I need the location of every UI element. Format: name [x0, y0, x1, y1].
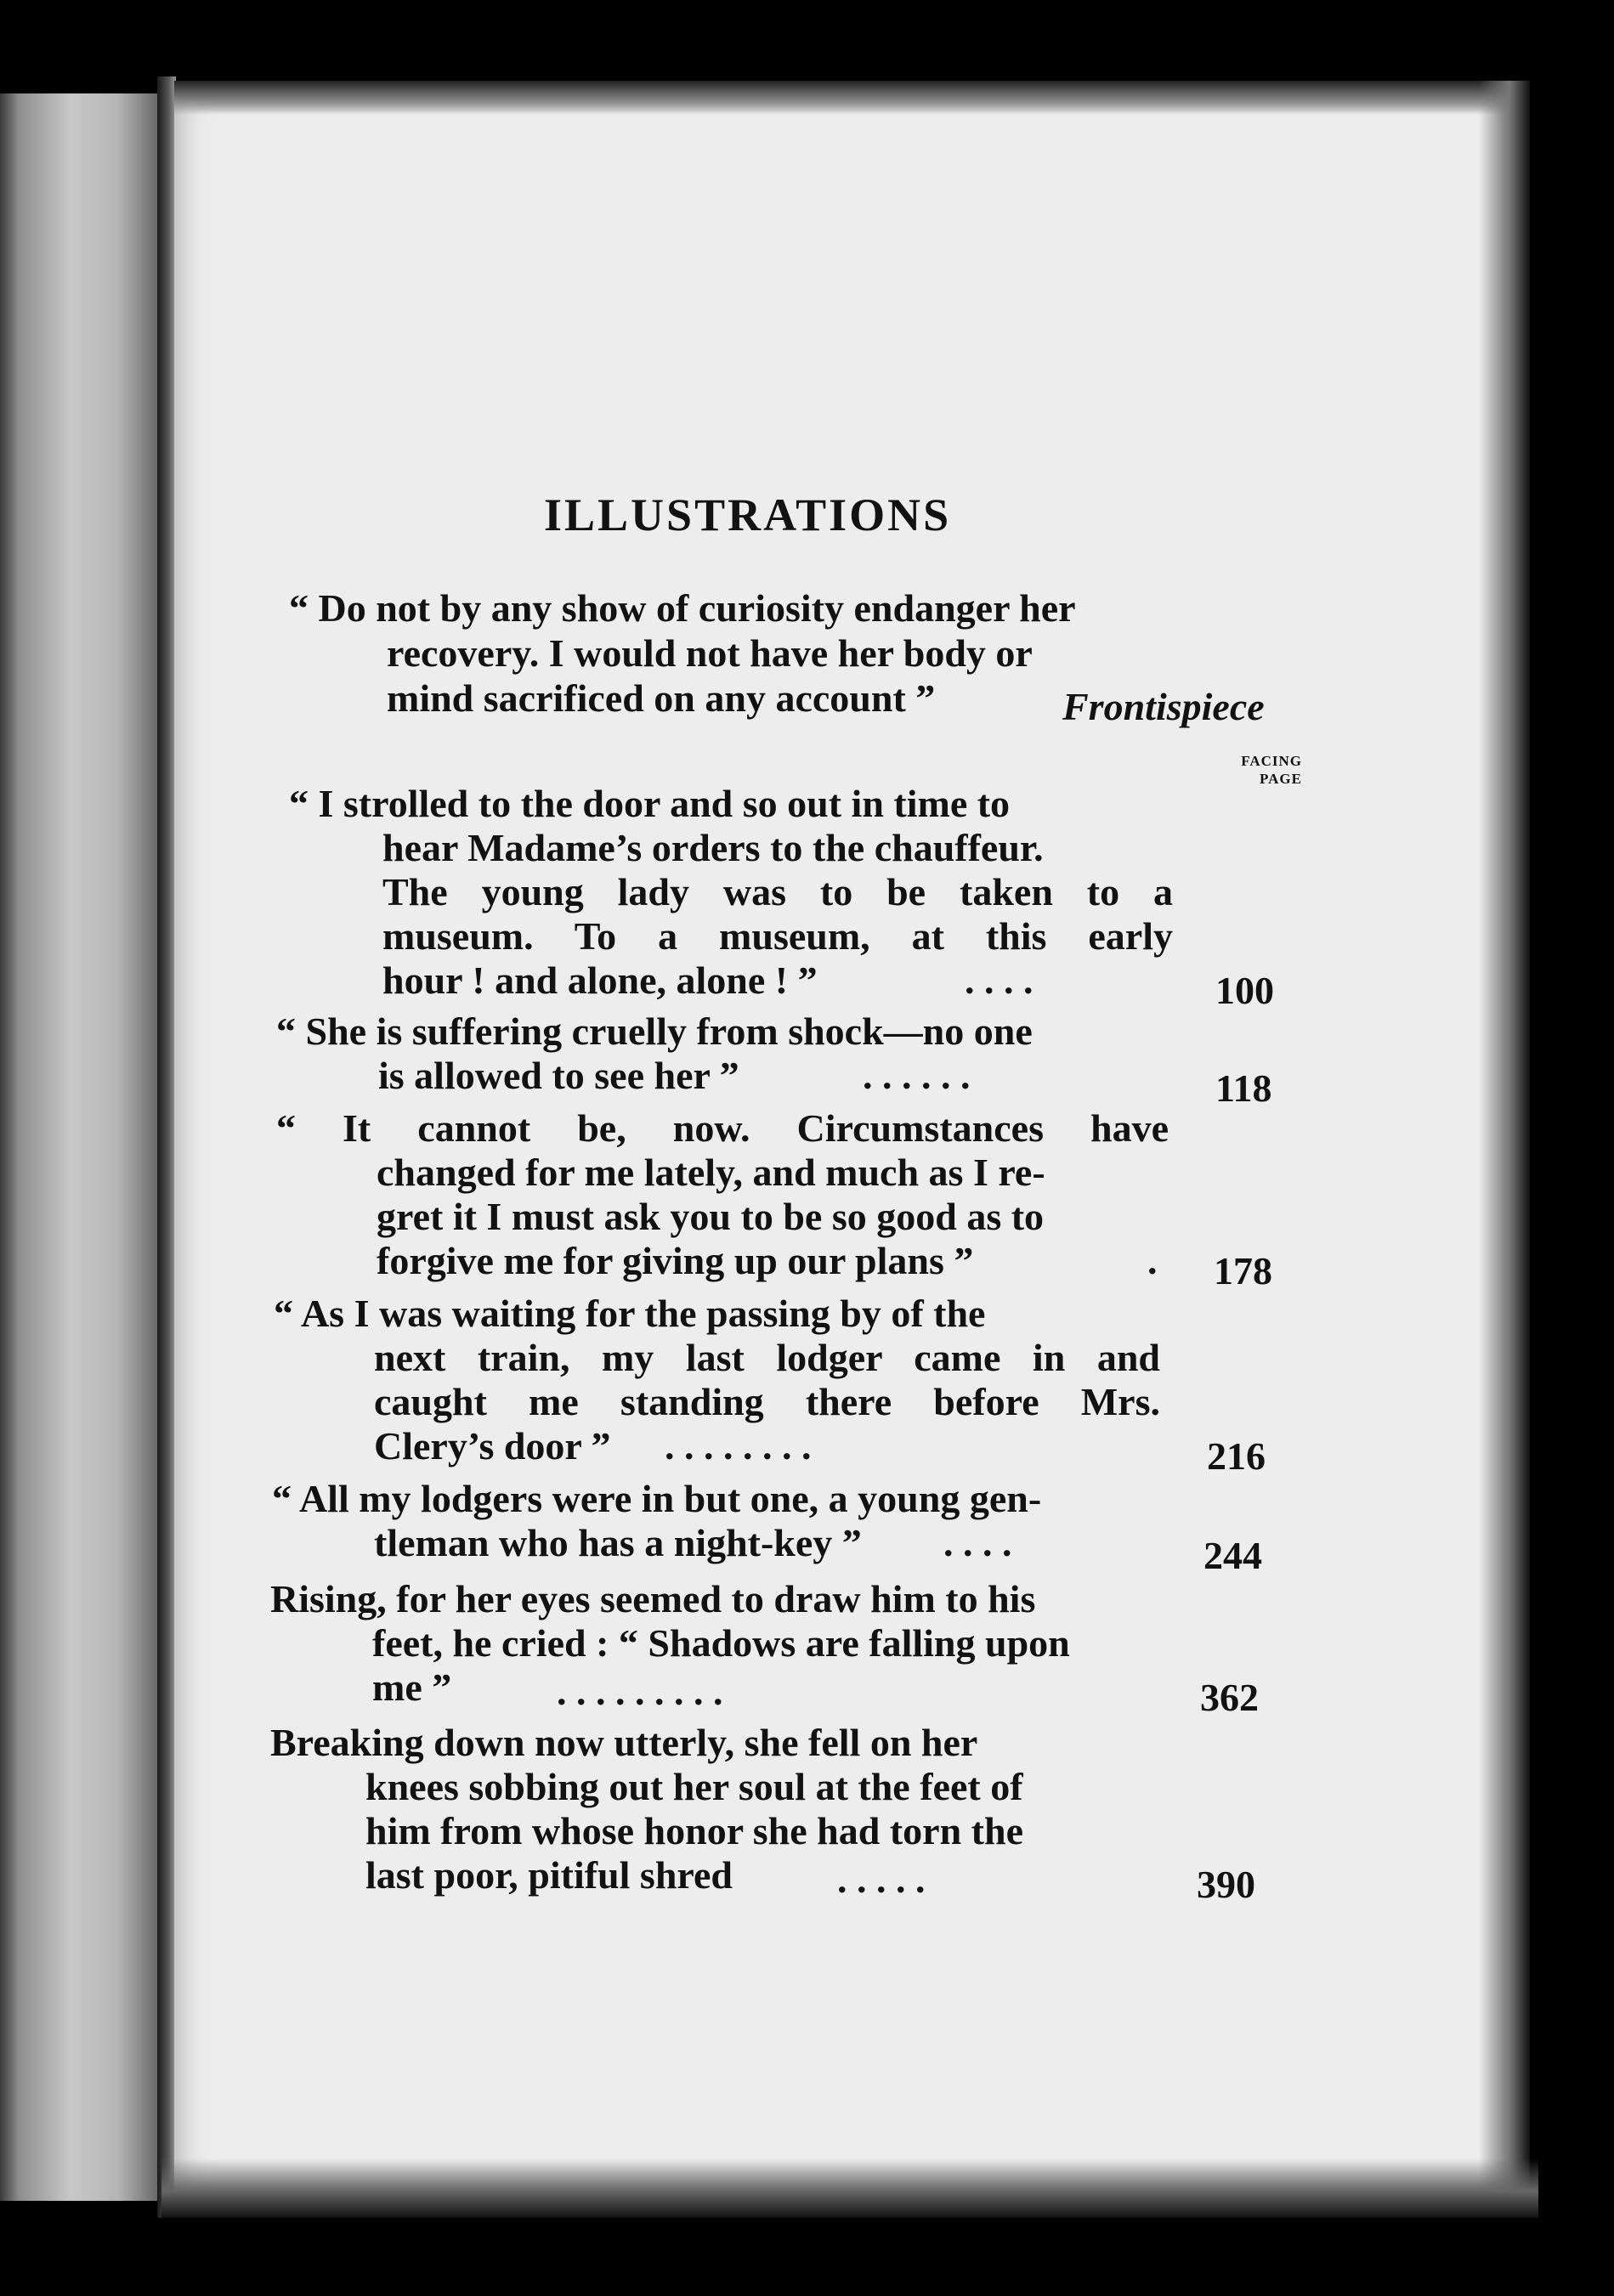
- page-bottom-shadow: [161, 2158, 1538, 2218]
- dot-leader: . . . . .: [837, 1858, 926, 1901]
- frontis-line: mind sacrificed on any account ”: [387, 676, 936, 720]
- dot-leader: . . . . . . . .: [665, 1424, 812, 1468]
- entry-line: changed for me lately, and much as I re-: [377, 1151, 1045, 1194]
- page-number: 362: [1200, 1676, 1259, 1719]
- entry-line: is allowed to see her ”: [378, 1054, 739, 1097]
- entry-line: feet, he cried : “ Shadows are falling upon: [372, 1621, 1070, 1665]
- entry-line: forgive me for giving up our plans ”: [377, 1239, 974, 1282]
- frontispiece-label: Frontispiece: [1062, 685, 1265, 728]
- page-number: 244: [1203, 1534, 1262, 1577]
- left-page-edge: [0, 93, 157, 2201]
- entry-line: caught me standing there before Mrs.: [374, 1380, 1160, 1423]
- dot-leader: . . . .: [943, 1521, 1012, 1564]
- entry-line: museum. To a museum, at this early: [382, 914, 1173, 958]
- page-number: 216: [1207, 1434, 1266, 1478]
- entry-line: hour ! and alone, alone ! ”: [382, 959, 818, 1002]
- frontis-line: “ Do not by any show of curiosity endanger her: [289, 586, 1076, 630]
- dot-leader: .: [1147, 1239, 1158, 1282]
- page-number: 178: [1214, 1249, 1272, 1292]
- entry-line: last poor, pitiful shred: [365, 1853, 733, 1897]
- entry-line: “ It cannot be, now. Circumstances have: [276, 1106, 1169, 1150]
- entry-line: The young lady was to be taken to a: [382, 870, 1173, 913]
- dot-leader: . . . . . . . . .: [557, 1670, 723, 1713]
- page-number: 100: [1215, 969, 1274, 1012]
- entry-line: tleman who has a night-key ”: [374, 1521, 862, 1564]
- entry-line: “ All my lodgers were in but one, a young gen-: [272, 1477, 1042, 1520]
- entry-line: next train, my last lodger came in and: [374, 1336, 1160, 1379]
- frontis-line: recovery. I would not have her body or: [387, 631, 1033, 675]
- entry-line: hear Madame’s orders to the chauffeur.: [382, 826, 1044, 869]
- page-heading: ILLUSTRATIONS: [544, 489, 952, 540]
- entry-line: “ I strolled to the door and so out in time to: [289, 782, 1011, 825]
- facing-label: FACING: [1241, 753, 1302, 769]
- dot-leader: . . . .: [965, 959, 1034, 1002]
- page-label: PAGE: [1260, 771, 1302, 787]
- entry-line: gret it I must ask you to be so good as to: [377, 1195, 1045, 1238]
- entry-line: Rising, for her eyes seemed to draw him to his: [270, 1577, 1036, 1620]
- entry-line: knees sobbing out her soul at the feet of: [365, 1765, 1023, 1808]
- page-number: 390: [1197, 1863, 1255, 1906]
- spine-shadow: [157, 76, 176, 2218]
- page-right-shadow: [1479, 81, 1530, 2201]
- page-top-shadow: [174, 81, 1517, 115]
- entry-line: Clery’s door ”: [374, 1424, 611, 1468]
- dot-leader: . . . . . .: [863, 1054, 971, 1097]
- entry-line: Breaking down now utterly, she fell on her: [270, 1721, 978, 1764]
- entry-line: “ She is suffering cruelly from shock—no one: [276, 1009, 1033, 1053]
- entry-line: him from whose honor she had torn the: [365, 1809, 1023, 1852]
- entry-line: “ As I was waiting for the passing by of the: [274, 1292, 986, 1335]
- page-number: 118: [1215, 1066, 1272, 1110]
- entry-line: me ”: [372, 1665, 452, 1709]
